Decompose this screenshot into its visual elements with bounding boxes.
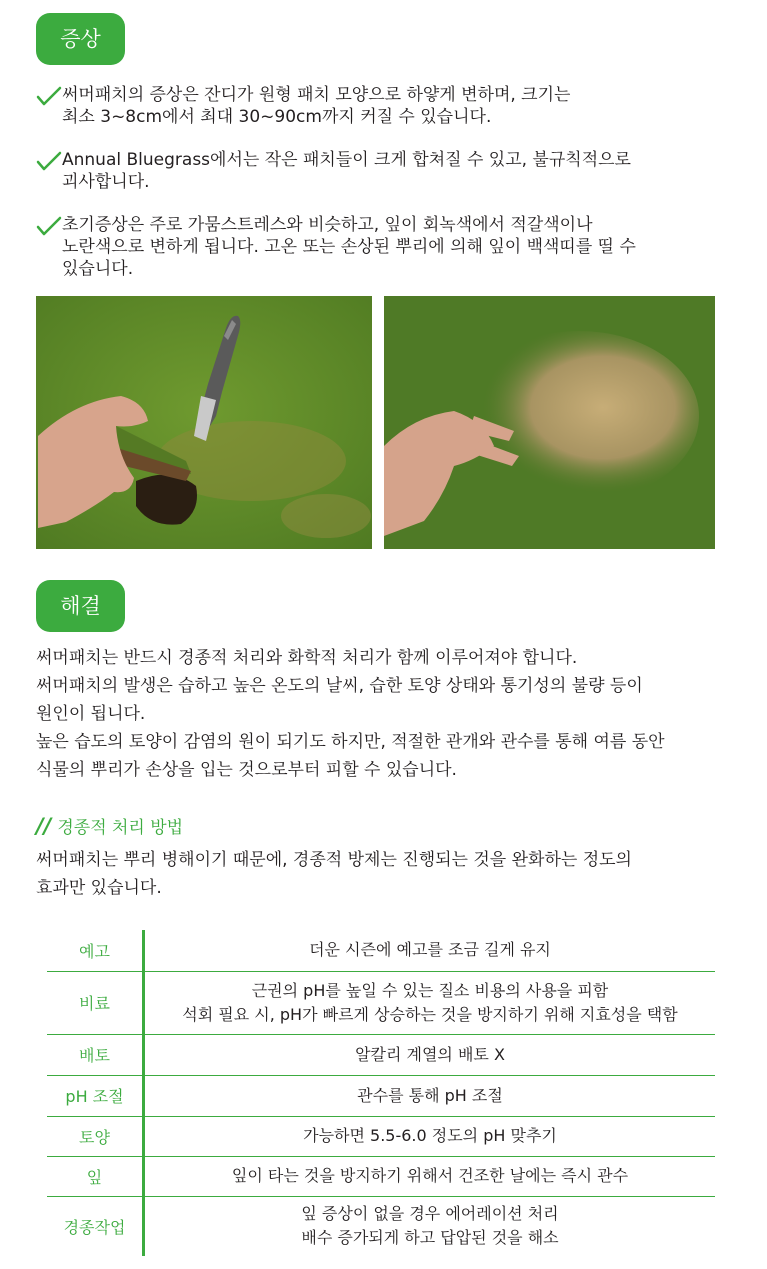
symptom-bullet: [36, 214, 736, 280]
row-value: 가능하면 5.5-6.0 정도의 pH 맞추기: [144, 1116, 716, 1156]
symptom-bullet-text: 초기증상은 주로 가뭄스트레스와 비슷하고, 잎이 회녹색에서 적갈색이나 노란색으로 변하게 됩니다. 고온 또는 손상된 뿌리에 의해 잎이 백색띠를 띨 수 있습니다.: [62, 215, 636, 279]
cultural-treatment-table: [47, 930, 715, 1256]
row-value: 잎 증상이 없을 경우 에어레이션 처리 배수 증가되게 하고 답압된 것을 해소: [301, 1204, 559, 1248]
table-row: [47, 1196, 715, 1256]
row-key: 잎: [47, 1156, 144, 1196]
row-key: 비료: [47, 971, 144, 1034]
table-row: [47, 971, 715, 1034]
row-value: 알칼리 계열의 배토 X: [144, 1034, 716, 1075]
table-row: [47, 1075, 715, 1116]
photo-turf-plug-knife: [36, 296, 372, 549]
cultural-subheading: [36, 812, 183, 842]
table-row: [47, 1034, 715, 1075]
symptom-bullet: [36, 84, 736, 128]
checkmark-icon: [36, 151, 62, 171]
table-row: [47, 930, 715, 971]
row-key: 경종작업: [47, 1196, 144, 1256]
row-value: 근권의 pH를 높일 수 있는 질소 비용의 사용을 피함 석회 필요 시, pH가 빠르게 상승하는 것을 방지하기 위해 지효성을 택함: [144, 971, 716, 1034]
symptom-bullet-text: Annual Bluegrass에서는 작은 패치들이 크게 합쳐질 수 있고, 불규칙적으로 괴사합니다.: [62, 150, 631, 192]
checkmark-icon: [36, 216, 62, 236]
cultural-intro: 써머패치는 뿌리 병해이기 때문에, 경종적 방제는 진행되는 것을 완화하는 정도의 효과만 있습니다.: [36, 850, 632, 898]
table-row: [47, 1116, 715, 1156]
row-key: 예고: [47, 930, 144, 971]
checkmark-icon: [36, 86, 62, 106]
solution-heading: 해결: [36, 580, 125, 632]
slash-marker: //: [36, 814, 52, 838]
row-key: pH 조절: [47, 1075, 144, 1116]
photo-summer-patch-hand: [384, 296, 715, 549]
symptom-bullet: [36, 149, 736, 193]
row-value: 더운 시즌에 예고를 조금 길게 유지: [144, 930, 716, 971]
row-value: 잎이 타는 것을 방지하기 위해서 건조한 날에는 즉시 관수: [144, 1156, 716, 1196]
row-key: 토양: [47, 1116, 144, 1156]
solution-paragraph: 써머패치는 반드시 경종적 처리와 화학적 처리가 함께 이루어져야 합니다. 써머패치의 발생은 습하고 높은 온도의 날씨, 습한 토양 상태와 통기성의 불량 등이 원인이 됩니다. 높은 습도의 토양이 감염의 원이 되기도 하지만, 적절한 관개와 관수를 통해 여름 동안 식물의 뿌리가 손상을 입는 것으로부터 피할 수 있습니다.: [36, 648, 665, 780]
row-value: 관수를 통해 pH 조절: [144, 1075, 716, 1116]
row-key: 배토: [47, 1034, 144, 1075]
symptoms-heading: 증상: [36, 13, 125, 65]
table-row: [47, 1156, 715, 1196]
cultural-title: 경종적 처리 방법: [57, 818, 184, 838]
symptom-bullet-text: 써머패치의 증상은 잔디가 원형 패치 모양으로 하얗게 변하며, 크기는 최소 3~8cm에서 최대 30~90cm까지 커질 수 있습니다.: [62, 85, 571, 127]
